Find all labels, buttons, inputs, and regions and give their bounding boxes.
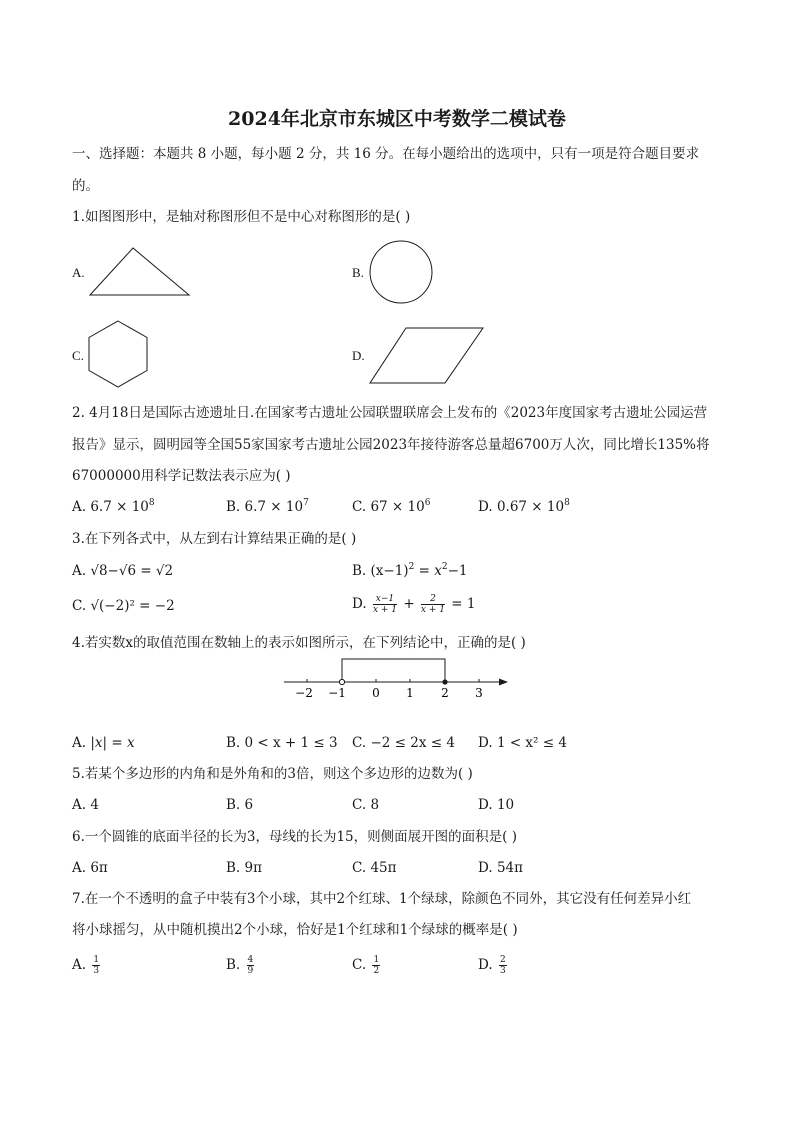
question-3-stem: 3.在下列各式中，从左到右计算结果正确的是( ) — [72, 531, 357, 547]
q7-option-d: D. $\frac{2}{3}$ — [478, 955, 506, 976]
q2-option-c: C. $67 \times 10^6$ — [352, 498, 431, 515]
q5-option-d: D. 10 — [478, 797, 515, 813]
q4-option-c: C. −2 ≤ 2x ≤ 4 — [352, 735, 455, 751]
tick-label: 2 — [441, 686, 449, 700]
section-heading: 一、选择题：本题共 8 小题，每小题 2 分，共 16 分。在每小题给出的选项中，只有一项是符合题目要求 — [72, 146, 700, 162]
q6-option-c: C. 45π — [352, 860, 397, 876]
fraction: $\frac{2}{3}$ — [499, 955, 506, 976]
question-4-stem: 4.若实数x的取值范围在数轴上的表示如图所示，在下列结论中，正确的是( ) — [72, 635, 526, 651]
triangle-icon — [88, 246, 192, 298]
q5-option-a: A. 4 — [72, 797, 99, 813]
q1-option-b-label: B. — [352, 265, 364, 280]
tick-label: −1 — [328, 686, 346, 700]
q6-option-d: D. 54π — [478, 860, 523, 876]
closed-endpoint — [442, 679, 447, 684]
q3-option-b: B. $(x-1)^2 = x^2-1$ — [352, 562, 468, 579]
q3-option-a: A. √8−√6 = √2 — [72, 563, 174, 579]
question-2-line-2: 报告》显示，圆明园等全国55家国家考古遗址公园2023年接待游客总量超6700万人次，同比增长135%将 — [72, 437, 710, 453]
q5-option-c: C. 8 — [352, 797, 380, 813]
q6-option-a: A. 6π — [72, 860, 108, 876]
q7-option-c: C. $\frac{1}{2}$ — [352, 955, 380, 976]
fraction: $\frac{2}{x + 1}$ — [420, 594, 445, 615]
parallelogram-icon — [368, 326, 486, 386]
question-2-line-3: 67000000用科学记数法表示应为( ) — [72, 468, 291, 484]
tick-label: 0 — [372, 686, 380, 700]
fraction: $\frac{4}{9}$ — [247, 955, 254, 976]
circle-icon — [368, 239, 434, 305]
q1-option-d-label: D. — [352, 348, 365, 363]
section-heading-cont: 的。 — [72, 178, 99, 194]
q2-option-d: D. $0.67 \times 10^8$ — [478, 498, 570, 515]
q2-option-a: A. $6.7 \times 10^8$ — [72, 498, 155, 515]
tick-label: 1 — [406, 686, 414, 700]
q4-option-a: A. |x| = x — [72, 735, 135, 751]
hexagon-icon — [88, 320, 150, 390]
q3-option-d: D. $\frac{x-1}{x + 1}$ + $\frac{2}{x + 1}$ = 1 — [352, 594, 476, 615]
q1-option-c-label: C. — [72, 348, 84, 363]
page-title: 2024年北京市东城区中考数学二模试卷 — [228, 108, 566, 130]
q4-option-d: D. 1 < x² ≤ 4 — [478, 735, 567, 751]
q7-option-a: A. $\frac{1}{3}$ — [72, 955, 100, 976]
q6-option-b: B. 9π — [226, 860, 262, 876]
question-7-line-2: 将小球摇匀，从中随机摸出2个小球，恰好是1个红球和1个绿球的概率是( ) — [72, 922, 518, 938]
question-5-stem: 5.若某个多边形的内角和是外角和的3倍，则这个多边形的边数为( ) — [72, 766, 473, 782]
fraction: $\frac{x-1}{x + 1}$ — [372, 594, 398, 615]
question-2-line-1: 2. 4月18日是国际古迹遗址日.在国家考古遗址公园联盟联席会上发布的《2023年度国家考古遗址公园运营 — [72, 405, 708, 421]
question-1-stem: 1.如图图形中，是轴对称图形但不是中心对称图形的是( ) — [72, 209, 411, 225]
tick-label: −2 — [295, 686, 313, 700]
tick-label: 3 — [475, 686, 483, 700]
question-6-stem: 6.一个圆锥的底面半径的长为3，母线的长为15，则侧面展开图的面积是( ) — [72, 829, 517, 845]
fraction: $\frac{1}{3}$ — [93, 955, 100, 976]
q5-option-b: B. 6 — [226, 797, 254, 813]
q2-option-b: B. $6.7 \times 10^7$ — [226, 498, 309, 515]
q1-option-a-label: A. — [72, 265, 85, 280]
question-7-line-1: 7.在一个不透明的盒子中装有3个小球，其中2个红球、1个绿球，除颜色不同外，其它没有任何差异小红 — [72, 891, 692, 907]
q7-option-b: B. $\frac{4}{9}$ — [226, 955, 254, 976]
open-endpoint — [339, 679, 344, 684]
fraction: $\frac{1}{2}$ — [373, 955, 380, 976]
number-line — [280, 655, 512, 703]
q4-option-b: B. 0 < x + 1 ≤ 3 — [226, 735, 338, 751]
q3-option-c: C. √(−2)² = −2 — [72, 598, 175, 614]
